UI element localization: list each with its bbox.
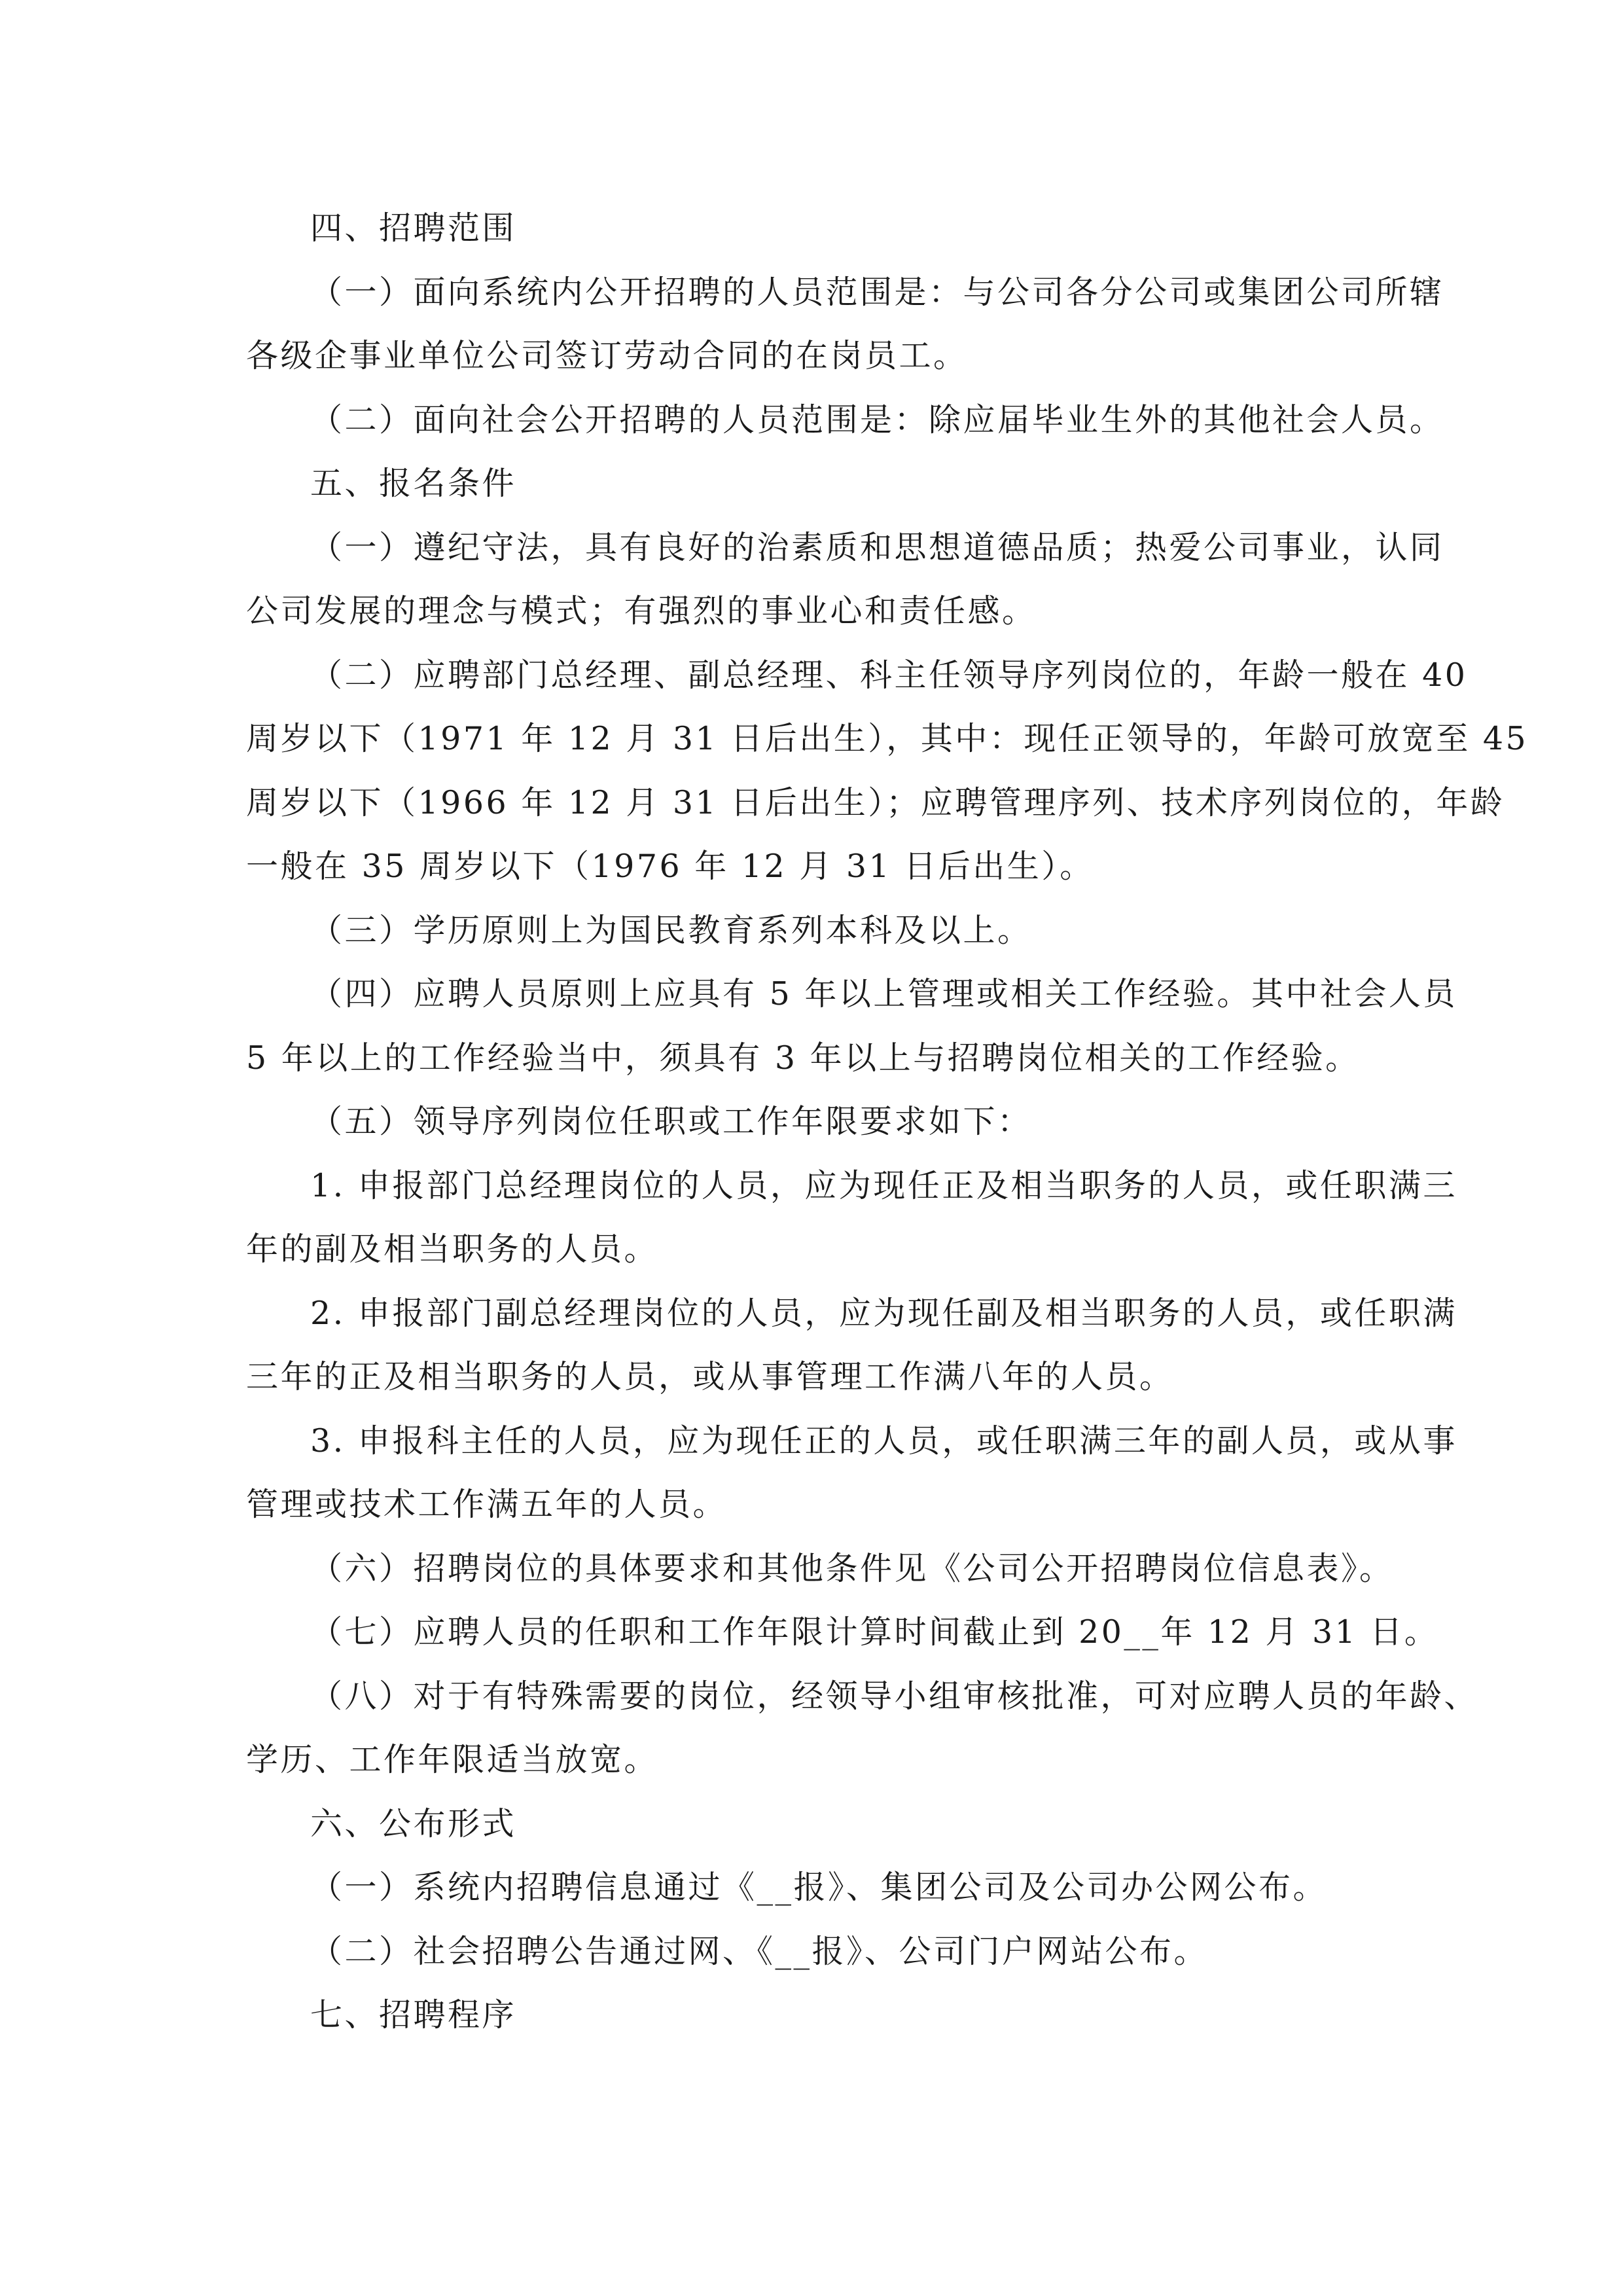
- paragraph-line: （三）学历原则上为国民教育系列本科及以上。: [310, 911, 1032, 949]
- paragraph-line: （四）应聘人员原则上应具有 5 年以上管理或相关工作经验。其中社会人员: [310, 975, 1457, 1013]
- document-body: [246, 196, 1529, 2047]
- paragraph-line: （六）招聘岗位的具体要求和其他条件见《公司公开招聘岗位信息表》。: [310, 1549, 1394, 1587]
- list-item-line: 2. 申报部门副总经理岗位的人员，应为现任副及相当职务的人员，或任职满: [310, 1294, 1457, 1332]
- paragraph-line: 各级企事业单位公司签订劳动合同的在岗员工。: [246, 337, 968, 374]
- list-item-line: 3. 申报科主任的人员，应为现任正的人员，或任职满三年的副人员，或从事: [310, 1422, 1457, 1460]
- section-heading-7: 七、招聘程序: [310, 1996, 517, 2034]
- paragraph-line: （八）对于有特殊需要的岗位，经领导小组审核批准，可对应聘人员的年龄、: [310, 1677, 1479, 1715]
- paragraph-line: （二）社会招聘公告通过网、《__报》、公司门户网站公布。: [310, 1932, 1209, 1970]
- section-heading-5: 五、报名条件: [310, 465, 517, 502]
- paragraph-line: （一）面向系统内公开招聘的人员范围是：与公司各分公司或集团公司所辖: [310, 273, 1444, 311]
- paragraph-line: （五）领导序列岗位任职或工作年限要求如下：: [310, 1103, 1032, 1140]
- paragraph-line: 学历、工作年限适当放宽。: [246, 1741, 659, 1778]
- list-item-line: 管理或技术工作满五年的人员。: [246, 1486, 728, 1523]
- list-item-line: 三年的正及相当职务的人员，或从事管理工作满八年的人员。: [246, 1358, 1174, 1395]
- paragraph-line: 5 年以上的工作经验当中，须具有 3 年以上与招聘岗位相关的工作经验。: [246, 1039, 1360, 1077]
- list-item-line: 年的副及相当职务的人员。: [246, 1230, 659, 1268]
- paragraph-line: 周岁以下（1971 年 12 月 31 日后出生），其中：现任正领导的，年龄可放宽至 45: [246, 720, 1529, 757]
- paragraph-line: （一）系统内招聘信息通过《__报》、集团公司及公司办公网公布。: [310, 1869, 1328, 1906]
- paragraph-line: （七）应聘人员的任职和工作年限计算时间截止到 20__年 12 月 31 日。: [310, 1613, 1439, 1651]
- section-heading-6: 六、公布形式: [310, 1804, 517, 1842]
- paragraph-line: 公司发展的理念与模式；有强烈的事业心和责任感。: [246, 592, 1037, 630]
- paragraph-line: 周岁以下（1966 年 12 月 31 日后出生）；应聘管理序列、技术序列岗位的，年龄: [246, 783, 1505, 821]
- paragraph-line: （二）面向社会公开招聘的人员范围是：除应届毕业生外的其他社会人员。: [310, 401, 1444, 439]
- section-heading-4: 四、招聘范围: [310, 209, 517, 247]
- list-item-line: 1. 申报部门总经理岗位的人员，应为现任正及相当职务的人员，或任职满三: [310, 1166, 1457, 1204]
- paragraph-line: （一）遵纪守法，具有良好的治素质和思想道德品质；热爱公司事业，认同: [310, 528, 1444, 566]
- paragraph-line: （二）应聘部门总经理、副总经理、科主任领导序列岗位的，年龄一般在 40: [310, 656, 1468, 694]
- paragraph-line: 一般在 35 周岁以下（1976 年 12 月 31 日后出生）。: [246, 848, 1094, 885]
